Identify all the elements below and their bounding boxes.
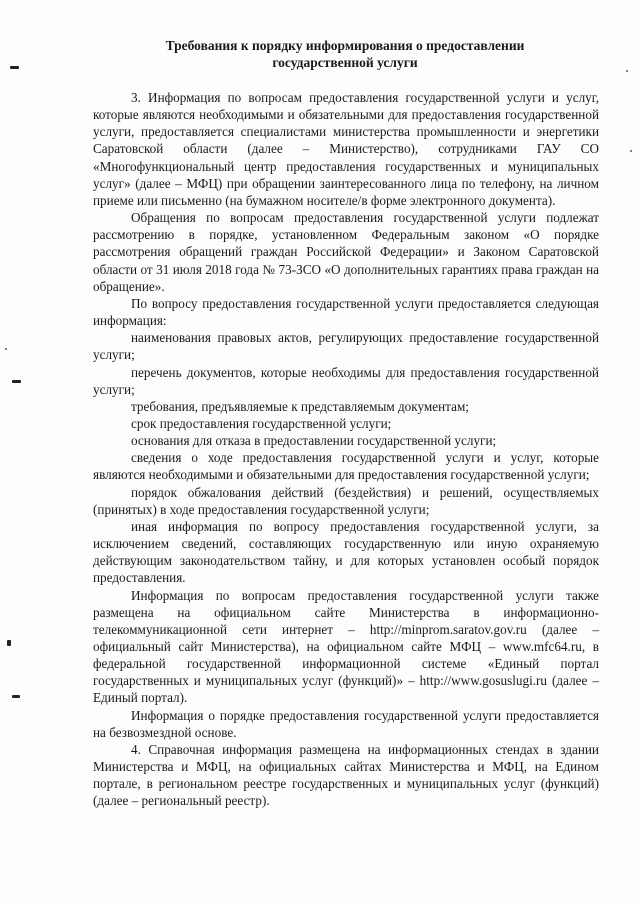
list-item: основания для отказа в предоставлении государственной услуги; (131, 433, 497, 449)
list-item: наименования правовых актов, регулирующих предоставление государственной услуги; (93, 330, 599, 363)
punch-hole-mark (12, 695, 20, 698)
paragraph: 3. Информация по вопросам предоставления государственной услуги и услуг, которые являются необходимыми и обязательными для предоставления государственной услуги, предоставляется специалистами министерства промышленности и энергетики Саратовской области (далее – Министерство), сотрудниками ГАУ СО «Многофункциональный центр предоставления государственных и муниципальных услуг» (далее – МФЦ) при обращении заинтересованного лица по телефону, на личном приеме или письменно (на бумажном носителе/в форме электронного документа). (93, 90, 599, 208)
paragraph: Обращения по вопросам предоставления государственной услуги подлежат рассмотрению в порядке, установленном Федеральным законом «О порядке рассмотрения обращений граждан Российской Федерации» и Законом Саратовской области от 31 июля 2018 года № 73-ЗСО «О дополнительных гарантиях права граждан на обращение». (93, 210, 599, 294)
paragraph: Информация о порядке предоставления государственной услуги предоставляется на безвозмездной основе. (93, 707, 599, 740)
punch-hole-mark (7, 640, 11, 646)
list-item: сведения о ходе предоставления государственной услуги и услуг, которые являются необходимыми и обязательными для предоставления государственной услуги; (93, 450, 599, 483)
document-body (93, 89, 599, 810)
list-item: порядок обжалования действий (бездействия) и решений, осуществляемых (принятых) в ходе предоставления государственной услуги; (93, 484, 599, 517)
scan-speck (626, 70, 628, 72)
punch-hole-mark (10, 66, 19, 69)
punch-hole-mark (12, 380, 21, 383)
title-line-2: государственной услуги (272, 55, 418, 70)
paragraph: Информация по вопросам предоставления государственной услуги также размещена на официальном сайте Министерства в информационно-телекоммуникационной сети интернет – http://minprom.saratov.gov.ru (далее – официальный сайт Министерства), на официальном сайте МФЦ – www.mfc64.ru, в федеральной государственной информационной системе «Единый портал государственных и муниципальных услуг (функций)» – http://www.gosuslugi.ru (далее – Единый портал). (93, 587, 599, 706)
list-item: требования, предъявляемые к представляемым документам; (131, 398, 469, 414)
list-item: иная информация по вопросу предоставления государственной услуги, за исключением сведений, составляющих государственную или иную охраняемую действующим законодательством тайну, и для которых установлен особый порядок предоставления. (93, 518, 599, 586)
title-line-1: Требования к порядку информирования о предоставлении (165, 38, 525, 53)
scan-speck (5, 348, 7, 350)
list-item: срок предоставления государственной услуги; (131, 415, 392, 431)
list-item: перечень документов, которые необходимы для предоставления государственной услуги; (93, 364, 599, 397)
paragraph: По вопросу предоставления государственной услуги предоставляется следующая информация: (93, 295, 599, 329)
scan-speck (630, 150, 632, 152)
paragraph: 4. Справочная информация размещена на информационных стендах в здании Министерства и МФЦ, на официальных сайтах Министерства и МФЦ, на Едином портале, в региональном реестре государственных и муниципальных услуг (функций) (далее – региональный реестр). (93, 741, 599, 809)
document-title (90, 37, 600, 71)
